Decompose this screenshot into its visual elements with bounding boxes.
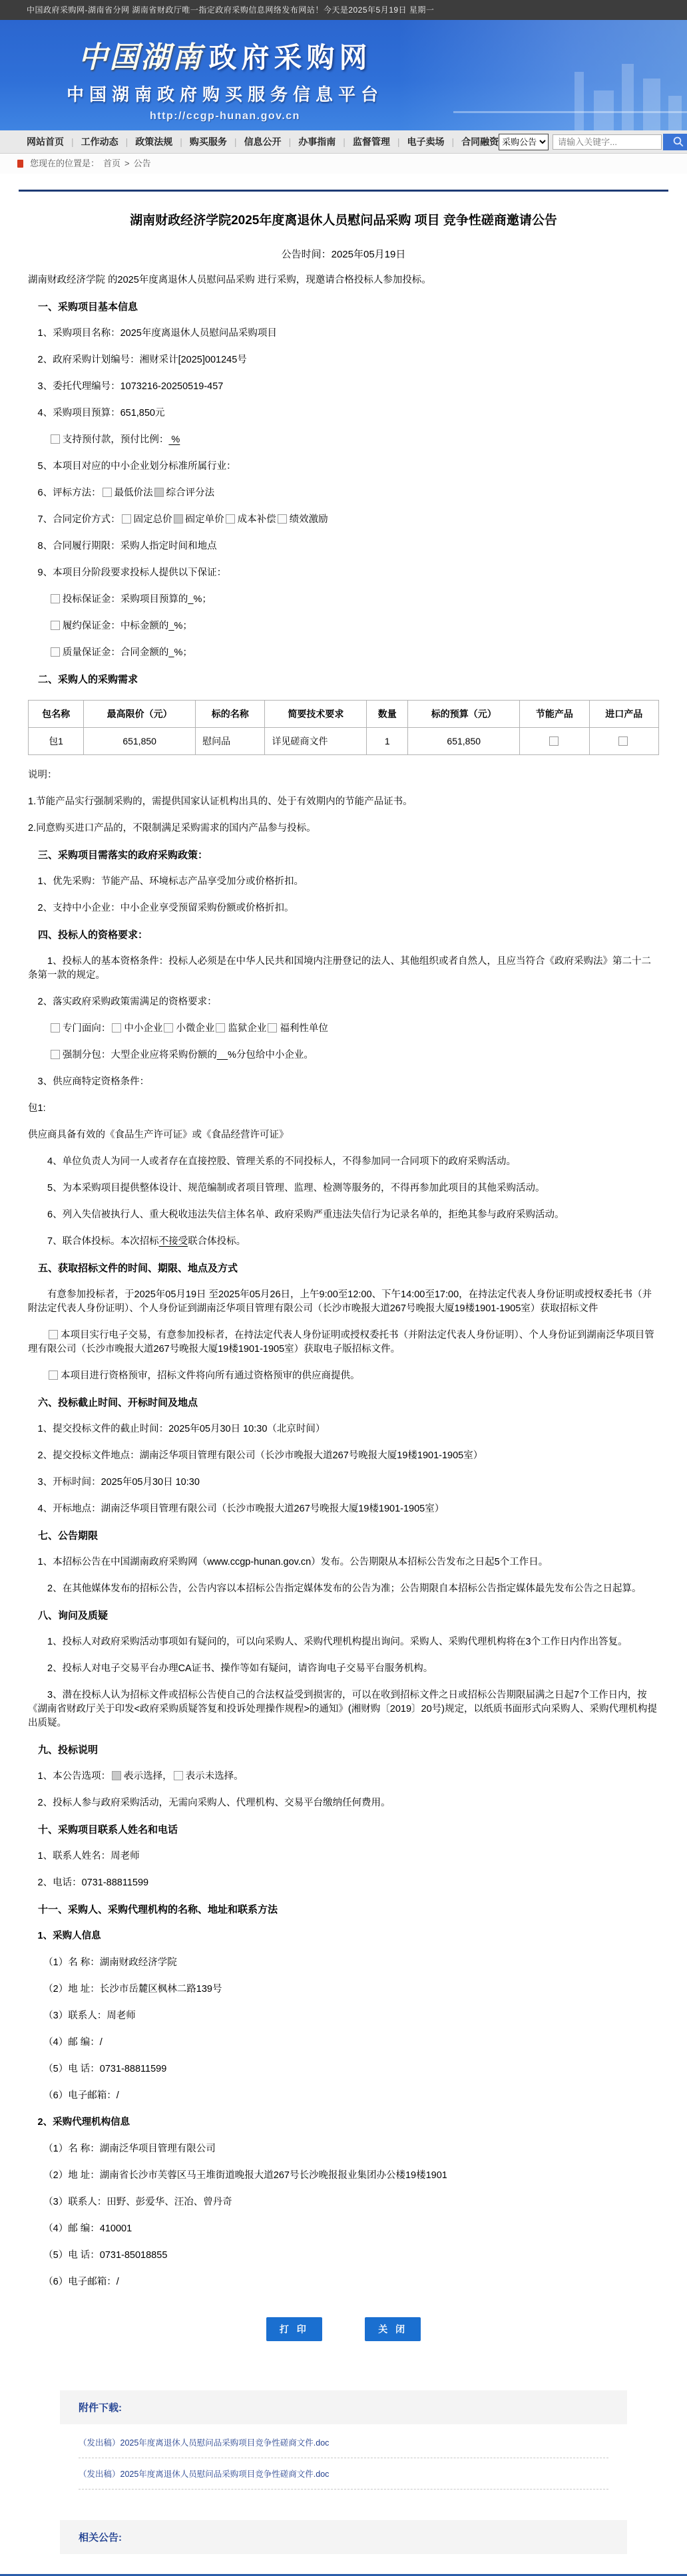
site-logo xyxy=(67,33,383,122)
content-line: （4）邮 编：/ xyxy=(43,2036,103,2048)
table-column-header: 最高限价（元） xyxy=(84,700,196,727)
content-line: 供应商具备有效的《食品生产许可证》或《食品经营许可证》 xyxy=(28,1129,289,1140)
content-line: 3、开标时间：2025年05月30日 10:30 xyxy=(37,1476,200,1488)
banner-url: http://ccgp-hunan.gov.cn xyxy=(150,110,300,122)
content-line: 三、采购项目需落实的政府采购政策： xyxy=(38,849,208,861)
table-row xyxy=(29,727,659,754)
content-line: 本项目进行资格预审，招标文件将向所有通过资格预审的供应商提供。 xyxy=(28,1369,659,1383)
content-line: 1、投标人对政府采购活动事项如有疑问的，可以向采购人、采购代理机构提出询问。采购人、采购代理机构将在3个工作日内作出答复。 xyxy=(47,1636,628,1647)
content-line: 2、落实政府采购政策需满足的资格要求： xyxy=(37,996,217,1007)
content-line: 5、为本采购项目提供整体设计、规范编制或者项目管理、监理、检测等服务的，不得再参加此项目的其他采购活动。 xyxy=(47,1182,545,1194)
content-line: 2、投标人对电子交易平台办理CA证书、操作等如有疑问，请咨询电子交易平台服务机构。 xyxy=(47,1663,433,1674)
content-line: （1）名 称：湖南泛华项目管理有限公司 xyxy=(43,2143,216,2154)
procurement-table xyxy=(28,700,659,755)
content-line: 本项目实行电子交易，有意参加投标者，在持法定代表人身份证明或授权委托书（并附法定代表人身份证明）、个人身份证到湖南泛华项目管理有限公司（长沙市晚报大道267号晚报大厦19楼1901-1905室）获取电子版招标文件。 xyxy=(28,1329,654,1355)
nav-list xyxy=(0,135,499,148)
table-column-header: 包名称 xyxy=(29,700,84,727)
content-line: 3、委托代理编号：1073216-20250519-457 xyxy=(37,381,224,392)
nav-item-购买服务[interactable]: | 购买服务 xyxy=(172,135,227,148)
related-section xyxy=(60,2520,627,2554)
publish-time: 公告时间：2025年05月19日 xyxy=(281,248,406,260)
checkbox-unchecked-icon xyxy=(51,1050,60,1059)
location-icon xyxy=(17,160,23,168)
checkbox-checked-icon xyxy=(174,514,183,524)
banner-bridge-shape xyxy=(453,111,687,113)
checkbox-unchecked-icon xyxy=(51,434,60,444)
page-title: 湖南财政经济学院2025年度离退休人员慰问品采购 项目 竞争性磋商邀请公告 xyxy=(130,214,557,228)
content-line: 1、采购人信息 xyxy=(37,1930,101,1941)
footer-divider xyxy=(0,2574,687,2576)
content-line: 支持预付款，预付比例： % xyxy=(28,433,659,447)
content-line: 1、本招标公告在中国湖南政府采购网（www.ccgp-hunan.gov.cn）发布。公告期限从本招标公告发布之日起5个工作日。 xyxy=(37,1556,549,1567)
checkbox-unchecked-icon xyxy=(51,621,60,630)
nav-item-监督管理[interactable]: | 监督管理 xyxy=(336,135,390,148)
article-body-top xyxy=(28,273,659,687)
banner-building-shape xyxy=(622,64,634,130)
table-column-header: 标的预算（元） xyxy=(408,700,520,727)
table-cell: 651,850 xyxy=(84,727,196,754)
content-line: 六、投标截止时间、开标时间及地点 xyxy=(38,1396,198,1408)
checkbox-unchecked-icon xyxy=(51,647,60,657)
content-line: 1.节能产品实行强制采购的，需提供国家认证机构出具的、处于有效期内的节能产品证书。 xyxy=(28,796,413,807)
content-line: 2、电话：0731-88811599 xyxy=(37,1877,149,1888)
content-line: 4、开标地点：湖南泛华项目管理有限公司（长沙市晚报大道267号晚报大厦19楼1901-1905室） xyxy=(37,1503,445,1514)
nav-item-网站首页[interactable]: 网站首页 xyxy=(27,136,64,147)
checkbox-unchecked-icon xyxy=(112,1023,121,1033)
content-line: （4）邮 编：410001 xyxy=(43,2223,132,2234)
content-line: （1）名 称：湖南财政经济学院 xyxy=(43,1957,177,1968)
content-line: （5）电 话：0731-88811599 xyxy=(43,2063,167,2074)
breadcrumb xyxy=(0,154,687,174)
content-line: 9、本项目分阶段要求投标人提供以下保证： xyxy=(37,567,227,578)
banner-building-shape xyxy=(574,72,584,130)
print-button[interactable]: 打 印 xyxy=(266,2317,322,2341)
checkbox-unchecked-icon xyxy=(618,736,628,746)
content-line: 湖南财政经济学院 的2025年度离退休人员慰问品采购 进行采购，现邀请合格投标人参加投标。 xyxy=(28,274,431,285)
table-cell: 慰问品 xyxy=(196,727,265,754)
content-line: 一、采购项目基本信息 xyxy=(38,301,138,313)
breadcrumb-home-link[interactable]: 首页 xyxy=(103,158,121,168)
content-line: 专门面向： 中小企业 小微企业 监狱企业 福利性单位 xyxy=(28,1022,659,1036)
content-line: （6）电子邮箱：/ xyxy=(43,2090,119,2101)
nav-item-工作动态[interactable]: | 工作动态 xyxy=(64,135,118,148)
content-line: 1、提交投标文件的截止时间：2025年05月30日 10:30（北京时间） xyxy=(37,1423,326,1434)
checkbox-unchecked-icon xyxy=(164,1023,173,1033)
breadcrumb-prefix: 您现在的位置是： xyxy=(30,158,100,168)
checkbox-unchecked-icon xyxy=(122,514,131,524)
content-line: 3、潜在投标人认为招标文件或招标公告使自己的合法权益受到损害的，可以在收到招标文件之日或招标公告期限届满之日起7个工作日内，按《湖南省财政厅关于印发<政府采购质疑答复和投诉处理操作规程>的通知》(湘财购〔2019〕20号)规定，以纸质书面形式向采购人、采购代理机构提出质疑。 xyxy=(28,1689,657,1728)
checkbox-unchecked-icon xyxy=(278,514,287,524)
table-cell xyxy=(589,727,658,754)
checkbox-unchecked-icon xyxy=(216,1023,225,1033)
table-cell xyxy=(520,727,589,754)
content-line: 3、供应商特定资格条件： xyxy=(37,1076,150,1087)
attachment-link[interactable]: （发出稿）2025年度离退休人员慰问品采购项目竞争性磋商文件.doc xyxy=(79,2427,608,2458)
breadcrumb-current[interactable]: 公告 xyxy=(133,158,151,168)
nav-item-信息公开[interactable]: | 信息公开 xyxy=(227,135,282,148)
content-line: 7、联合体投标。本次招标不接受联合体投标。 xyxy=(47,1235,246,1247)
content-line: （3）联系人：周老师 xyxy=(43,2010,136,2021)
content-line: 十、采购项目联系人姓名和电话 xyxy=(38,1824,178,1836)
content-line: 九、投标说明 xyxy=(38,1744,99,1756)
content-line: 2、支持中小企业：中小企业享受预留采购份额或价格折扣。 xyxy=(37,902,294,913)
main-nav xyxy=(0,130,687,154)
content-line: 五、获取招标文件的时间、期限、地点及方式 xyxy=(38,1262,238,1274)
content-line: （5）电 话：0731-85018855 xyxy=(43,2249,168,2261)
checkbox-unchecked-icon xyxy=(103,488,112,497)
content-line: 1、采购项目名称：2025年度离退休人员慰问品采购项目 xyxy=(37,327,277,339)
content-line: （2）地 址：湖南省长沙市芙蓉区马王堆街道晚报大道267号长沙晚报报业集团办公楼19楼1901 xyxy=(43,2170,447,2181)
checkbox-unchecked-icon xyxy=(268,1023,277,1033)
content-line: 2、采购代理机构信息 xyxy=(37,2116,130,2128)
table-cell: 651,850 xyxy=(408,727,520,754)
checkbox-unchecked-icon xyxy=(49,1370,58,1380)
logo-calligraphy: 中国湖南 xyxy=(78,41,204,75)
content-line: （2）地 址：长沙市岳麓区枫林二路139号 xyxy=(43,1983,222,1995)
content-line: 8、合同履行期限：采购人指定时间和地点 xyxy=(37,540,217,552)
table-column-header: 进口产品 xyxy=(589,700,658,727)
checkbox-unchecked-icon xyxy=(226,514,235,524)
nav-item-办事指南[interactable]: | 办事指南 xyxy=(282,135,336,148)
checkbox-unchecked-icon xyxy=(51,1023,60,1033)
search-category-select[interactable] xyxy=(499,134,549,150)
underlined-text: % xyxy=(168,434,180,445)
nav-item-电子卖场[interactable]: | 电子卖场 xyxy=(390,135,445,148)
related-title: 相关公告: xyxy=(60,2520,627,2554)
content-line: 4、单位负责人为同一人或者存在直接控股、管理关系的不同投标人，不得参加同一合同项下的政府采购活动。 xyxy=(47,1156,517,1167)
banner-building-shape xyxy=(594,90,614,130)
table-column-header: 数量 xyxy=(367,700,408,727)
article-body-bottom xyxy=(28,768,659,2289)
content-line: 包1: xyxy=(28,1102,46,1114)
nav-item-合同融资[interactable]: | 合同融资 xyxy=(444,135,499,148)
content-line: 1、投标人的基本资格条件：投标人必须是在中华人民共和国境内注册登记的法人、其他组织或者自然人，且应当符合《政府采购法》第二十二条第一款的规定。 xyxy=(28,955,652,981)
content-line: 二、采购人的采购需求 xyxy=(38,673,138,685)
content-line: 七、公告期限 xyxy=(38,1530,99,1541)
attachments-list xyxy=(60,2424,627,2490)
content-line: 十一、采购人、采购代理机构的名称、地址和联系方法 xyxy=(38,1903,278,1915)
checkbox-unchecked-icon xyxy=(174,1771,183,1780)
content-line: 1、本公告选项： ✓ 表示选择， 表示未选择。 xyxy=(28,1770,659,1784)
attachment-link[interactable]: （发出稿）2025年度离退休人员慰问品采购项目竞争性磋商文件.doc xyxy=(79,2458,608,2490)
site-banner xyxy=(0,20,687,130)
table-cell: 包1 xyxy=(29,727,84,754)
content-line: 1、联系人姓名：周老师 xyxy=(37,1850,140,1861)
content-line: 强制分包：大型企业应将采购份额的__%分包给中小企业。 xyxy=(28,1048,659,1062)
table-column-header: 节能产品 xyxy=(520,700,589,727)
content-line: 1、优先采购：节能产品、环境标志产品享受加分或价格折扣。 xyxy=(37,876,304,887)
content-line: 有意参加投标者，于2025年05月19日 至2025年05月26日，上午9:00至12:00、下午14:00至17:00，在持法定代表人身份证明或授权委托书（并附法定代表人身份证明）、个人身份证到湖南泛华项目管理有限公司（长沙市晚报大道267号晚报大厦19楼1901-1905室）获取招标文件 xyxy=(28,1289,652,1314)
content-line: （3）联系人：田野、彭爱华、汪冶、曾丹奇 xyxy=(43,2196,232,2207)
checkbox-unchecked-icon xyxy=(49,1330,58,1339)
banner-building-shape xyxy=(668,96,682,130)
table-cell: 详见磋商文件 xyxy=(265,727,367,754)
banner-subtitle: 中国湖南政府购买服务信息平台 xyxy=(67,84,384,104)
content-line: 质量保证金：合同金额的_%； xyxy=(28,646,659,660)
checkbox-unchecked-icon xyxy=(51,594,60,603)
table-header-row xyxy=(29,700,659,727)
banner-building-shape xyxy=(643,79,660,130)
underlined-text: 不接受 xyxy=(158,1235,188,1247)
content-line: （6）电子邮箱：/ xyxy=(43,2276,119,2287)
announcement-card xyxy=(19,190,668,2364)
content-line: 2、在其他媒体发布的招标公告，公告内容以本招标公告指定媒体发布的公告为准；公告期限自本招标公告指定媒体最先发布公告之日起算。 xyxy=(47,1583,642,1594)
content-line: 履约保证金：中标金额的_%； xyxy=(28,619,659,633)
action-buttons xyxy=(28,2317,659,2341)
search-button[interactable] xyxy=(663,134,687,150)
content-line: 投标保证金：采购项目预算的_%； xyxy=(28,593,659,607)
search-icon xyxy=(672,136,684,148)
content-line: 四、投标人的资格要求： xyxy=(38,929,148,941)
content-line: 5、本项目对应的中小企业划分标准所属行业： xyxy=(37,460,236,472)
table-column-header: 简要技术要求 xyxy=(265,700,367,727)
topbar xyxy=(0,0,687,20)
topbar-text: 中国政府采购网-湖南省分网 湖南省财政厅唯一指定政府采购信息网络发布网站！今天是2025年5月19日 星期一 xyxy=(27,5,435,15)
attachments-section xyxy=(60,2390,627,2490)
search-input[interactable] xyxy=(553,134,662,150)
checkbox-unchecked-icon xyxy=(549,736,559,746)
content-line: 2.同意购买进口产品的，不限制满足采购需求的国内产品参与投标。 xyxy=(28,822,316,834)
content-line: 2、投标人参与政府采购活动，无需向采购人、代理机构、交易平台缴纳任何费用。 xyxy=(37,1797,391,1808)
search-bar xyxy=(499,134,687,150)
content-line: 八、询问及质疑 xyxy=(38,1609,109,1621)
logo-title: 政府采购网 xyxy=(208,42,372,73)
content-line: 6、列入失信被执行人、重大税收违法失信主体名单、政府采购严重违法失信行为记录名单的，拒绝其参与政府采购活动。 xyxy=(47,1209,565,1220)
checkbox-checked-icon xyxy=(112,1771,121,1780)
content-line: 2、提交投标文件地点：湖南泛华项目管理有限公司（长沙市晚报大道267号晚报大厦19楼1901-1905室） xyxy=(37,1450,483,1461)
nav-item-政策法规[interactable]: | 政策法规 xyxy=(118,135,173,148)
content-line: 6、评标方法： 最低价法 ✓ 综合评分法 xyxy=(28,486,659,500)
table-cell: 1 xyxy=(367,727,408,754)
checkbox-checked-icon xyxy=(154,488,164,497)
table-column-header: 标的名称 xyxy=(196,700,265,727)
breadcrumb-separator: > xyxy=(124,158,130,168)
content-line: 4、采购项目预算：651,850元 xyxy=(37,407,165,418)
attachments-title: 附件下载: xyxy=(60,2390,627,2424)
content-line: 7、合同定价方式： 固定总价 ✓ 固定单价 成本补偿 绩效激励 xyxy=(28,513,659,527)
content-line: 说明： xyxy=(28,769,57,780)
content-line: 2、政府采购计划编号：湘财采计[2025]001245号 xyxy=(37,354,247,365)
close-button[interactable]: 关 闭 xyxy=(365,2317,421,2341)
